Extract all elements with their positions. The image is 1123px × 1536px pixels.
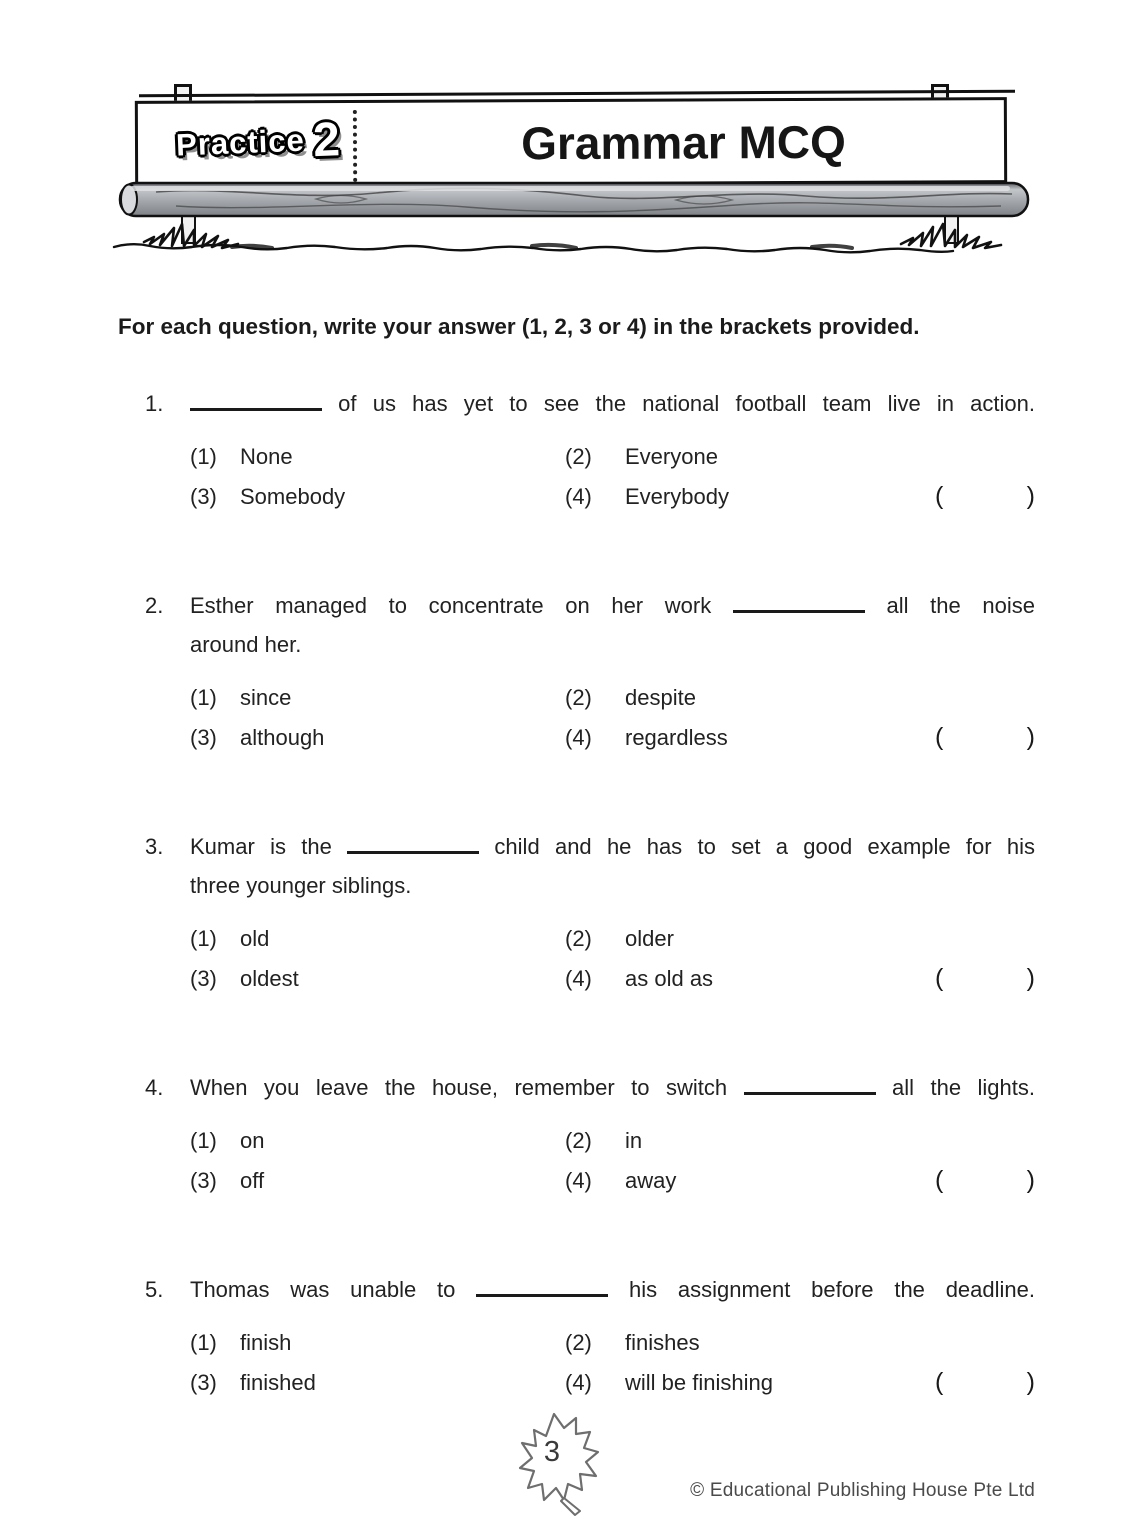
stem-text-after: all the lights. — [875, 1075, 1035, 1100]
option-label: older — [625, 926, 674, 951]
option-number: (2) — [565, 444, 592, 469]
answer-blank[interactable] — [476, 1294, 608, 1297]
bracket-close: ) — [1026, 1368, 1035, 1396]
question-number: 2. — [145, 593, 164, 618]
copyright-notice: © Educational Publishing House Pte Ltd — [690, 1480, 1035, 1501]
option-label: in — [625, 1128, 643, 1153]
question-4 — [145, 1068, 1035, 1200]
bracket-open: ( — [935, 1368, 944, 1396]
option-label: Everyone — [625, 444, 718, 469]
answer-bracket[interactable] — [935, 1161, 1035, 1200]
practice-badge — [165, 112, 352, 174]
question-stem — [190, 1270, 1035, 1309]
option-number: (3) — [190, 725, 217, 750]
option-label: regardless — [625, 725, 728, 750]
option-number: (2) — [565, 685, 592, 710]
bracket-close: ) — [1026, 964, 1035, 992]
page-number: 3 — [543, 1436, 561, 1468]
answer-bracket[interactable] — [935, 959, 1035, 998]
stem-text-before: Esther managed to concentrate on her work — [190, 593, 733, 618]
stem-text-after: child and he has to set a good example for his — [479, 834, 1036, 859]
option-number: (2) — [565, 1330, 592, 1355]
sign-board — [135, 97, 1007, 187]
option-label: oldest — [240, 966, 299, 991]
stem-text-line2: three younger siblings. — [190, 873, 412, 898]
question-2 — [145, 586, 1035, 757]
page-title: Grammar MCQ — [521, 115, 846, 170]
bracket-close: ) — [1026, 723, 1035, 751]
option-label: None — [240, 444, 293, 469]
option-label: as old as — [625, 966, 714, 991]
option-number: (4) — [565, 1370, 592, 1395]
question-number: 3. — [145, 834, 164, 859]
option-label: despite — [625, 685, 696, 710]
sign-board-edge — [139, 90, 1015, 98]
option-number: (4) — [565, 725, 592, 750]
option-label: off — [240, 1168, 265, 1193]
question-stem — [190, 586, 1035, 664]
options-grid — [190, 678, 1035, 757]
stem-text-after: of us has yet to see the national football team live in action. — [322, 391, 1035, 416]
option-label: finished — [240, 1370, 316, 1395]
option-number: (3) — [190, 966, 217, 991]
answer-bracket[interactable] — [935, 477, 1035, 516]
option-number: (3) — [190, 484, 217, 509]
option-label: will be finishing — [625, 1370, 773, 1395]
question-list — [118, 384, 1035, 1402]
option-label: finish — [240, 1330, 292, 1355]
header-banner — [0, 0, 1123, 252]
stem-text-before: Kumar is the — [190, 834, 348, 859]
option-number: (2) — [565, 926, 592, 951]
stem-text-after: all the noise — [864, 593, 1035, 618]
answer-bracket[interactable] — [935, 1363, 1035, 1402]
option-number: (4) — [565, 966, 592, 991]
option-label: although — [240, 725, 325, 750]
bracket-close: ) — [1026, 1166, 1035, 1194]
options-grid — [190, 919, 1035, 998]
instruction: For each question, write your answer (1, 2, 3 or 4) in the brackets provided. — [118, 314, 920, 339]
answer-blank[interactable] — [347, 851, 479, 854]
answer-blank[interactable] — [744, 1092, 876, 1095]
option-label: Somebody — [240, 484, 346, 509]
options-grid — [190, 1121, 1035, 1200]
bracket-open: ( — [935, 964, 944, 992]
answer-bracket[interactable] — [935, 718, 1035, 757]
options-grid — [190, 437, 1035, 516]
stem-text-after: his assignment before the deadline. — [608, 1277, 1035, 1302]
practice-number: 2 — [312, 113, 342, 168]
stem-text-before: When you leave the house, remember to switch — [190, 1075, 744, 1100]
wooden-log-illustration — [116, 179, 1034, 221]
worksheet-content — [0, 310, 1123, 1402]
option-label: finishes — [625, 1330, 700, 1355]
ground-line — [112, 238, 1034, 254]
option-label: away — [625, 1168, 677, 1193]
bracket-close: ) — [1026, 482, 1035, 510]
answer-blank[interactable] — [190, 408, 322, 411]
option-number: (1) — [190, 685, 217, 710]
dotted-divider — [353, 110, 357, 182]
stem-text-before: Thomas was unable to — [190, 1277, 477, 1302]
grass-tuft-right — [897, 220, 1007, 250]
option-number: (3) — [190, 1168, 217, 1193]
bracket-open: ( — [935, 1166, 944, 1194]
question-number: 5. — [145, 1277, 164, 1302]
stem-text-line2: around her. — [190, 632, 302, 657]
option-number: (3) — [190, 1370, 217, 1395]
option-number: (1) — [190, 926, 217, 951]
question-number: 4. — [145, 1075, 164, 1100]
grass-tuft-left — [140, 220, 250, 250]
question-5 — [145, 1270, 1035, 1402]
question-3 — [145, 827, 1035, 998]
option-label: old — [240, 926, 270, 951]
option-label: on — [240, 1128, 265, 1153]
option-label: since — [240, 685, 292, 710]
option-number: (4) — [565, 1168, 592, 1193]
option-number: (2) — [565, 1128, 592, 1153]
question-stem — [190, 384, 1035, 423]
option-number: (1) — [190, 1330, 217, 1355]
page-number-leaf — [514, 1410, 604, 1516]
option-number: (1) — [190, 1128, 217, 1153]
bracket-open: ( — [935, 723, 944, 751]
question-stem — [190, 1068, 1035, 1107]
options-grid — [190, 1323, 1035, 1402]
bracket-open: ( — [935, 482, 944, 510]
option-number: (1) — [190, 444, 217, 469]
option-number: (4) — [565, 484, 592, 509]
practice-label: Practice — [175, 122, 306, 163]
answer-blank[interactable] — [733, 610, 865, 613]
question-number: 1. — [145, 391, 164, 416]
option-label: Everybody — [625, 484, 729, 509]
question-1 — [145, 384, 1035, 516]
question-stem — [190, 827, 1035, 905]
